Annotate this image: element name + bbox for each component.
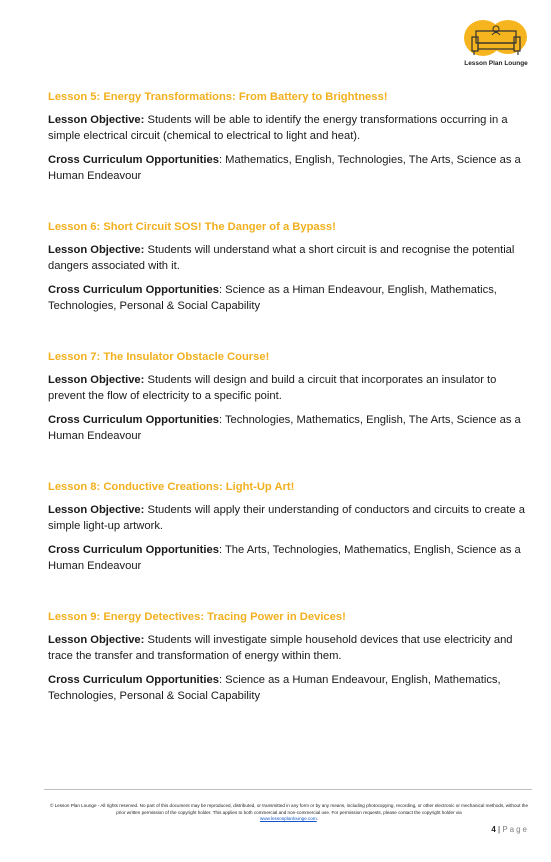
logo-brand-text: Lesson Plan Lounge: [464, 60, 528, 67]
cross-text: : Technologies, Mathematics, English, The Arts, Science as a Human Endeavour: [48, 414, 521, 442]
cross-text: : Science as a Human Endeavour, English, Mathematics, Technologies, Personal & Social Capability: [48, 674, 501, 702]
cross-text: : Science as a Himan Endeavour, English, Mathematics, Technologies, Personal & Social Capability: [48, 284, 497, 312]
lesson-title: Lesson 7: The Insulator Obstacle Course!: [48, 351, 270, 363]
lesson-9: [48, 610, 528, 704]
lesson-5: [48, 90, 528, 184]
cross-label: Cross Curriculum Opportunities: [48, 414, 219, 426]
objective-label: Lesson Objective:: [48, 634, 145, 646]
cross-curriculum: [48, 543, 528, 574]
brand-logo: [462, 17, 530, 72]
lesson-8: [48, 480, 528, 574]
page-number-value: 4: [491, 825, 496, 834]
copyright-text: © Lesson Plan Lounge - All rights reserved. No part of this document may be reproduced, distributed, or transmitted in any form or by any means, including photocopying, recording, or other electronic or mechanical methods, without the prior written permission of the copyright holder. This applies to both commercial and non-commercial use. For permission requests, please contact the copyright holder via: [49, 803, 529, 815]
cross-curriculum: [48, 673, 528, 704]
lesson-objective: [48, 373, 528, 404]
page-separator: |: [495, 825, 503, 834]
lesson-objective: [48, 113, 528, 144]
lesson-6: [48, 220, 528, 314]
objective-label: Lesson Objective:: [48, 114, 145, 126]
cross-label: Cross Curriculum Opportunities: [48, 284, 219, 296]
objective-text: Students will investigate simple household devices that use electricity and trace the transfer and transformation of energy within them.: [48, 634, 513, 662]
cross-text: : Mathematics, English, Technologies, The Arts, Science as a Human Endeavour: [48, 154, 521, 182]
objective-label: Lesson Objective:: [48, 244, 145, 256]
link-suffix: .: [316, 816, 318, 822]
lesson-objective: [48, 503, 528, 534]
lesson-list: [48, 90, 528, 740]
cross-curriculum: [48, 413, 528, 444]
page-number: [491, 825, 529, 834]
cross-label: Cross Curriculum Opportunities: [48, 154, 219, 166]
lesson-objective: [48, 633, 528, 664]
lesson-objective: [48, 243, 528, 274]
lesson-title: Lesson 9: Energy Detectives: Tracing Power in Devices!: [48, 611, 346, 623]
cross-curriculum: [48, 153, 528, 184]
sofa-logo-icon: [462, 17, 530, 61]
website-link[interactable]: www.lessonplanlounge.com: [260, 816, 317, 822]
lesson-title: Lesson 8: Conductive Creations: Light-Up Art!: [48, 481, 295, 493]
cross-text: : The Arts, Technologies, Mathematics, English, Science as a Human Endeavour: [48, 544, 521, 572]
objective-label: Lesson Objective:: [48, 374, 145, 386]
footer-divider: [44, 789, 532, 790]
lesson-title: Lesson 5: Energy Transformations: From Battery to Brightness!: [48, 91, 388, 103]
objective-text: Students will design and build a circuit that incorporates an insulator to prevent the flow of electricity to a specific point.: [48, 374, 497, 402]
objective-text: Students will apply their understanding of conductors and circuits to create a simple light-up artwork.: [48, 504, 525, 532]
cross-label: Cross Curriculum Opportunities: [48, 674, 219, 686]
objective-label: Lesson Objective:: [48, 504, 145, 516]
cross-curriculum: [48, 283, 528, 314]
objective-text: Students will understand what a short circuit is and recognise the potential dangers associated with it.: [48, 244, 515, 272]
lesson-title: Lesson 6: Short Circuit SOS! The Danger of a Bypass!: [48, 221, 336, 233]
page-word: Page: [502, 825, 529, 834]
copyright-notice: [48, 803, 530, 823]
cross-label: Cross Curriculum Opportunities: [48, 544, 219, 556]
lesson-7: [48, 350, 528, 444]
objective-text: Students will be able to identify the energy transformations occurring in a simple electrical circuit (chemical to electrical to light and heat).: [48, 114, 508, 142]
